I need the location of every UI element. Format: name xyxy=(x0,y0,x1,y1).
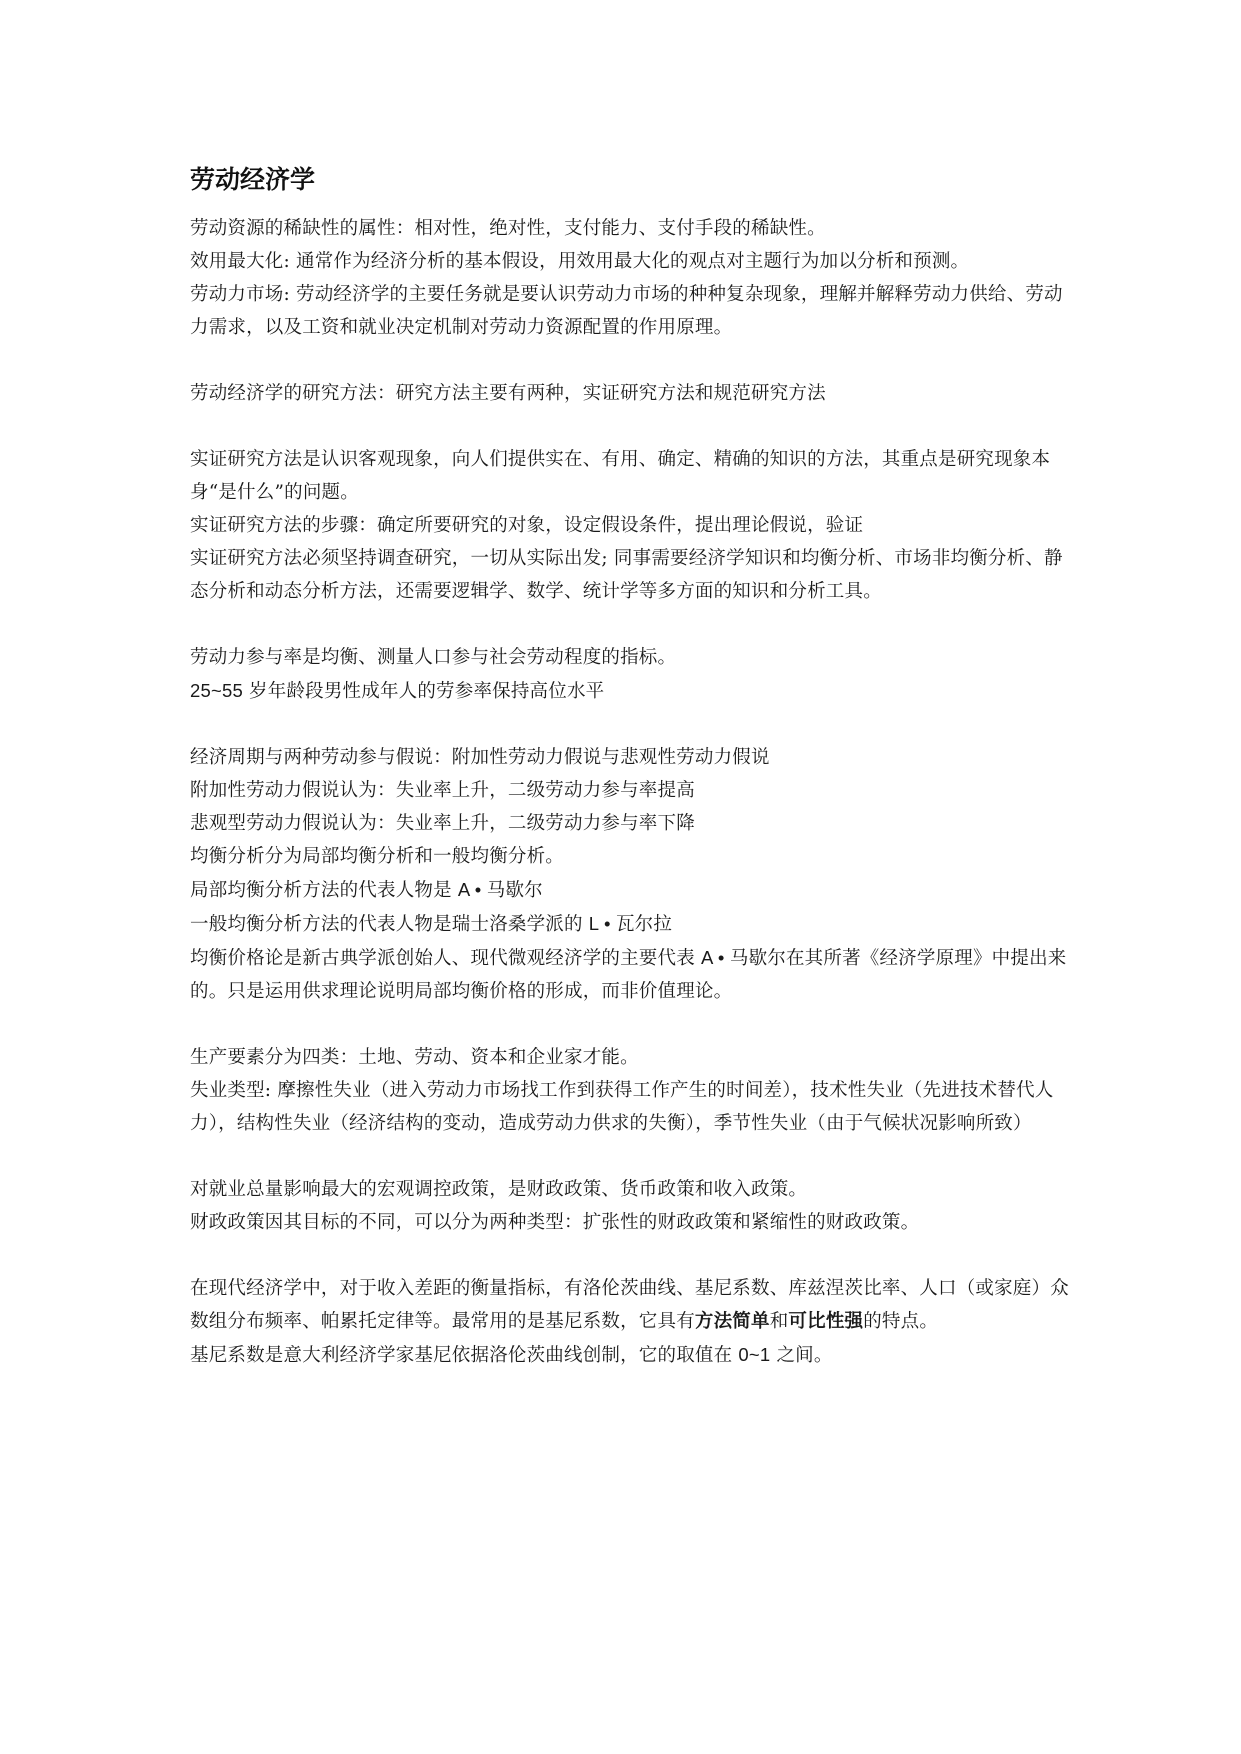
text-segment: 均衡价格论是新古典学派创始人、现代微观经济学的主要代表 xyxy=(190,948,701,969)
document-title: 劳动经济学 xyxy=(190,165,316,194)
initial-marshall: A • xyxy=(457,879,487,900)
text-segment: 基尼系数是意大利经济学家基尼依据洛伦茨曲线创制，它的取值在 xyxy=(190,1345,739,1366)
text-segment: 的特点。 xyxy=(863,1311,939,1332)
paragraph-age-group xyxy=(190,674,1070,708)
bold-text: 方法简单 xyxy=(694,1311,770,1332)
paragraph-equilibrium-analysis: 均衡分析分为局部均衡分析和一般均衡分析。 xyxy=(190,846,565,867)
paragraph-production-factors: 生产要素分为四类：土地、劳动、资本和企业家才能。 xyxy=(190,1047,639,1068)
paragraph-spacer xyxy=(190,344,1070,377)
age-range: 25~55 xyxy=(190,680,243,701)
paragraph-business-cycle: 经济周期与两种劳动参与假说：附加性劳动力假说与悲观性劳动力假说 xyxy=(190,747,770,768)
paragraph-partial-equilibrium xyxy=(190,873,1070,907)
gini-range: 0~1 xyxy=(738,1344,771,1365)
paragraph-spacer xyxy=(190,608,1070,641)
paragraph-utility-maximization: 效用最大化: 通常作为经济分析的基本假设，用效用最大化的观点对主题行为加以分析和预测。 xyxy=(190,251,970,272)
paragraph-positive-research: 实证研究方法是认识客观现象，向人们提供实在、有用、确定、精确的知识的方法，其重点是研究现象本身“是什么”的问题。 xyxy=(190,449,1051,503)
paragraph-additional-worker: 附加性劳动力假说认为：失业率上升，二级劳动力参与率提高 xyxy=(190,780,695,801)
document-page xyxy=(190,160,1070,1372)
paragraph-unemployment-types: 失业类型: 摩擦性失业（进入劳动力市场找工作到获得工作产生的时间差），技术性失业（先进技术替代人力），结构性失业（经济结构的变动，造成劳动力供求的失衡），季节性失业（由于气候状况影响所致） xyxy=(190,1080,1054,1134)
age-group-text: 岁年龄段男性成年人的劳参率保持高位水平 xyxy=(242,681,605,702)
paragraph-spacer xyxy=(190,1140,1070,1173)
text-segment: 局部均衡分析方法的代表人物是 xyxy=(190,880,458,901)
paragraph-research-requirements: 实证研究方法必须坚持调查研究，一切从实际出发; 同事需要经济学知识和均衡分析、市场非均衡分析、静态分析和动态分析方法，还需要逻辑学、数学、统计学等多方面的知识和分析工具。 xyxy=(190,548,1063,602)
paragraph-income-gap xyxy=(190,1272,1070,1338)
paragraph-macro-policy: 对就业总量影响最大的宏观调控政策，是财政政策、货币政策和收入政策。 xyxy=(190,1179,808,1200)
paragraph-gini xyxy=(190,1338,1070,1372)
paragraph-spacer xyxy=(190,1239,1070,1272)
text-segment: 和 xyxy=(769,1311,789,1332)
paragraph-spacer xyxy=(190,410,1070,443)
text-segment: 瓦尔拉 xyxy=(615,914,673,935)
paragraph-discouraged-worker: 悲观型劳动力假说认为：失业率上升，二级劳动力参与率下降 xyxy=(190,813,695,834)
initial-marshall: A • xyxy=(700,947,730,968)
text-segment: 之间。 xyxy=(770,1345,833,1366)
paragraph-spacer xyxy=(190,1008,1070,1041)
paragraph-equilibrium-price xyxy=(190,941,1070,1008)
text-segment: 一般均衡分析方法的代表人物是瑞士洛桑学派的 xyxy=(190,914,589,935)
paragraph-fiscal-policy: 财政政策因其目标的不同，可以分为两种类型：扩张性的财政政策和紧缩性的财政政策。 xyxy=(190,1212,920,1233)
text-segment: 马歇尔在其所著《经济学原理》中提出来的。只是运用供求理论说明局部均衡价格的形成，而非价值理论。 xyxy=(190,948,1067,1002)
paragraph-labor-market: 劳动力市场: 劳动经济学的主要任务就是要认识劳动力市场的种种复杂现象，理解并解释劳动力供给、劳动力需求，以及工资和就业决定机制对劳动力资源配置的作用原理。 xyxy=(190,284,1063,338)
paragraph-spacer xyxy=(190,708,1070,741)
paragraph-general-equilibrium xyxy=(190,907,1070,941)
paragraph-participation-rate: 劳动力参与率是均衡、测量人口参与社会劳动程度的指标。 xyxy=(190,647,677,668)
paragraph-scarcity: 劳动资源的稀缺性的属性：相对性，绝对性，支付能力、支付手段的稀缺性。 xyxy=(190,218,826,239)
text-segment: 马歇尔 xyxy=(486,880,543,901)
paragraph-research-methods: 劳动经济学的研究方法：研究方法主要有两种，实证研究方法和规范研究方法 xyxy=(190,383,826,404)
text-segment: 在现代经济学中，对于收入差距的衡量指标，有洛伦茨曲线、基尼系数、库兹涅茨比率、人口（或家庭）众数组分布频率、帕累托定律等。最常用的是基尼系数，它具有 xyxy=(190,1278,1069,1332)
paragraph-research-steps: 实证研究方法的步骤：确定所要研究的对象，设定假设条件，提出理论假说，验证 xyxy=(190,515,864,536)
bold-text: 可比性强 xyxy=(788,1311,864,1332)
initial-walras: L • xyxy=(588,913,616,934)
